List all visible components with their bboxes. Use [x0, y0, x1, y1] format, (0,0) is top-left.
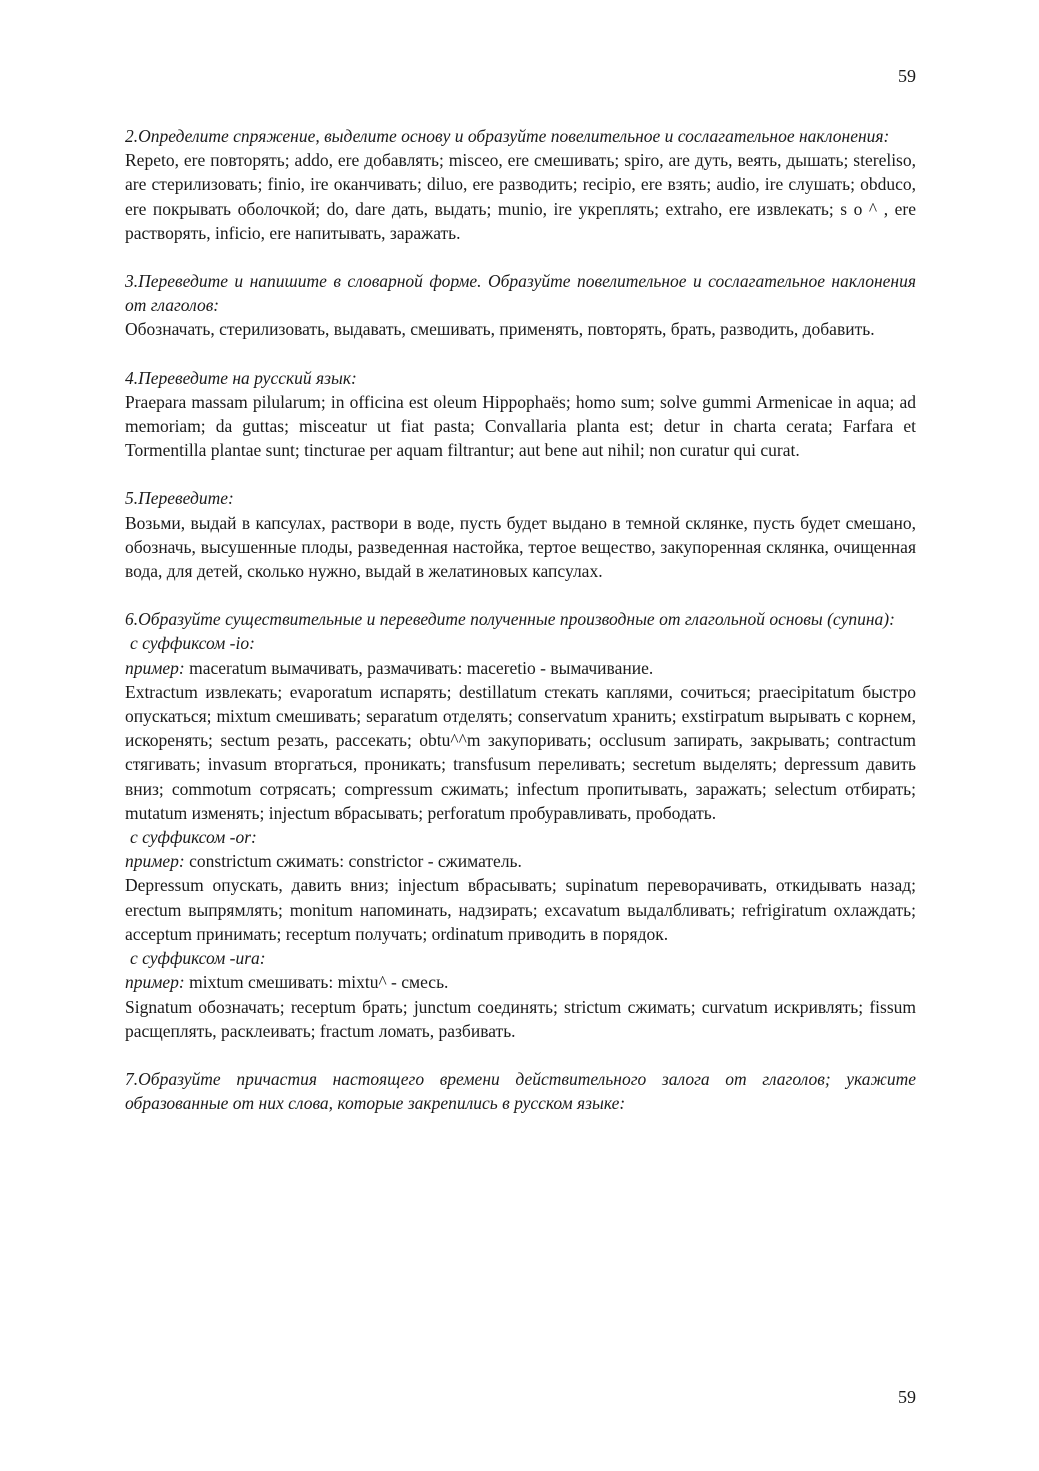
exercise-2: [125, 124, 916, 245]
page-number-top: 59: [898, 66, 916, 86]
exercise-6: [125, 607, 916, 1043]
example-text: maceratum вымачивать, размачивать: maceretio - вымачивание.: [189, 657, 654, 678]
page-content: [125, 124, 916, 1115]
suffix-heading-io: с суффиксом -io:: [130, 633, 255, 654]
exercise-3: [125, 269, 916, 342]
example-label: пример:: [125, 972, 185, 993]
exercise-body: Возьми, выдай в капсулах, раствори в воде, пусть будет выдано в темной склянке, пусть будет смешано, обозначь, высушенные плоды, разведенная настойка, тертое вещество, закупоренная склянка, очищенная вода, для детей, сколько нужно, выдай в желатиновых капсулах.: [125, 512, 916, 582]
example-label: пример:: [125, 851, 185, 872]
example-text: constrictum сжимать: constrictor - сжиматель.: [189, 851, 522, 872]
suffix-body-or: Depressum опускать, давить вниз; injectum вбрасывать; supinatum переворачивать, откидывать назад; erectum выпрямлять; monitum напоминать, надзирать; excavatum выдалбливать; refrigiratum охлаждать; acceptum принимать; receptum получать; ordinatum приводить в порядок.: [125, 875, 916, 944]
exercise-heading: 2.Определите спряжение, выделите основу и образуйте повелительное и сослагательное наклонения:: [125, 126, 890, 146]
example-line: [125, 970, 916, 994]
exercise-heading: 7.Образуйте причастия настоящего времени действительного залога от глаголов; укажите образованные от них слова, которые закрепились в русском языке:: [125, 1068, 916, 1114]
exercise-body: Repeto, ere повторять; addo, ere добавлять; misceo, ere смешивать; spiro, are дуть, веять, дышать; stereliso, are стерилизовать; finio, ire оканчивать; diluo, ere разводить; recipio, ere взять; audio, ire слушать; obduco, ere покрывать оболочкой; do, dare дать, выдать; munio, ire укреплять; extraho, ere извлекать; s o ^ , ere растворять, inficio, ere напитывать, заражать.: [125, 150, 916, 243]
exercise-body: Praepara massam pilularum; in officina est oleum Hippophaës; homo sum; solve gummi Armenicae in aqua; ad memoriam; da guttas; misceatur ut fiat pasta; Convallaria planta est; detur in charta cerata; Farfara et Tormentilla plantae sunt; tincturae per aquam filtrantur; aut bene aut nihil; non curatur qui curat.: [125, 391, 916, 461]
exercise-7: [125, 1067, 916, 1115]
exercise-heading: 3.Переведите и напишите в словарной форме. Образуйте повелительное и сослагательное наклонения от глаголов:: [125, 271, 916, 316]
suffix-heading-ura: с суффиксом -ura:: [130, 948, 266, 969]
example-line: [125, 656, 916, 680]
exercise-body: Обозначать, стерилизовать, выдавать, смешивать, применять, повторять, брать, разводить, добавить.: [125, 319, 875, 340]
example-text: mixtum смешивать: mixtu^ - смесь.: [189, 972, 449, 993]
exercise-heading: 4.Переведите на русский язык:: [125, 367, 357, 388]
suffix-body-ura: Signatum обозначать; receptum брать; junctum соединять; strictum сжимать; curvatum искривлять; fissum расщеплять, расклеивать; fractum ломать, разбивать.: [125, 996, 916, 1041]
exercise-5: [125, 486, 916, 583]
example-label: пример:: [125, 657, 185, 678]
suffix-heading-or: с суффиксом -or:: [130, 827, 257, 848]
page-number-bottom: 59: [898, 1387, 916, 1407]
exercise-4: [125, 366, 916, 463]
exercise-heading: 5.Переведите:: [125, 488, 234, 509]
suffix-body-io: Extractum извлекать; evaporatum испарять; destillatum стекать каплями, сочиться; praecipitatum быстро опускаться; mixtum смешивать; separatum отделять; conservatum хранить; exstirpatum вырывать с корнем, искоренять; sectum резать, рассекать; obtu^^m закупоривать; occlusum запирать, закрывать; contractum стягивать; invasum вторгаться, проникать; transfusum переливать; secretum выделять; depressum давить вниз; commotum сотрясать; compressum сжимать; infectum пропитывать, заражать; selectum отбирать; mutatum изменять; injectum вбрасывать; perforatum пробуравливать, прободать.: [125, 681, 916, 823]
exercise-heading: 6.Образуйте существительные и переведите полученные производные от глагольной основы (супина):: [125, 609, 895, 630]
example-line: [125, 849, 916, 873]
